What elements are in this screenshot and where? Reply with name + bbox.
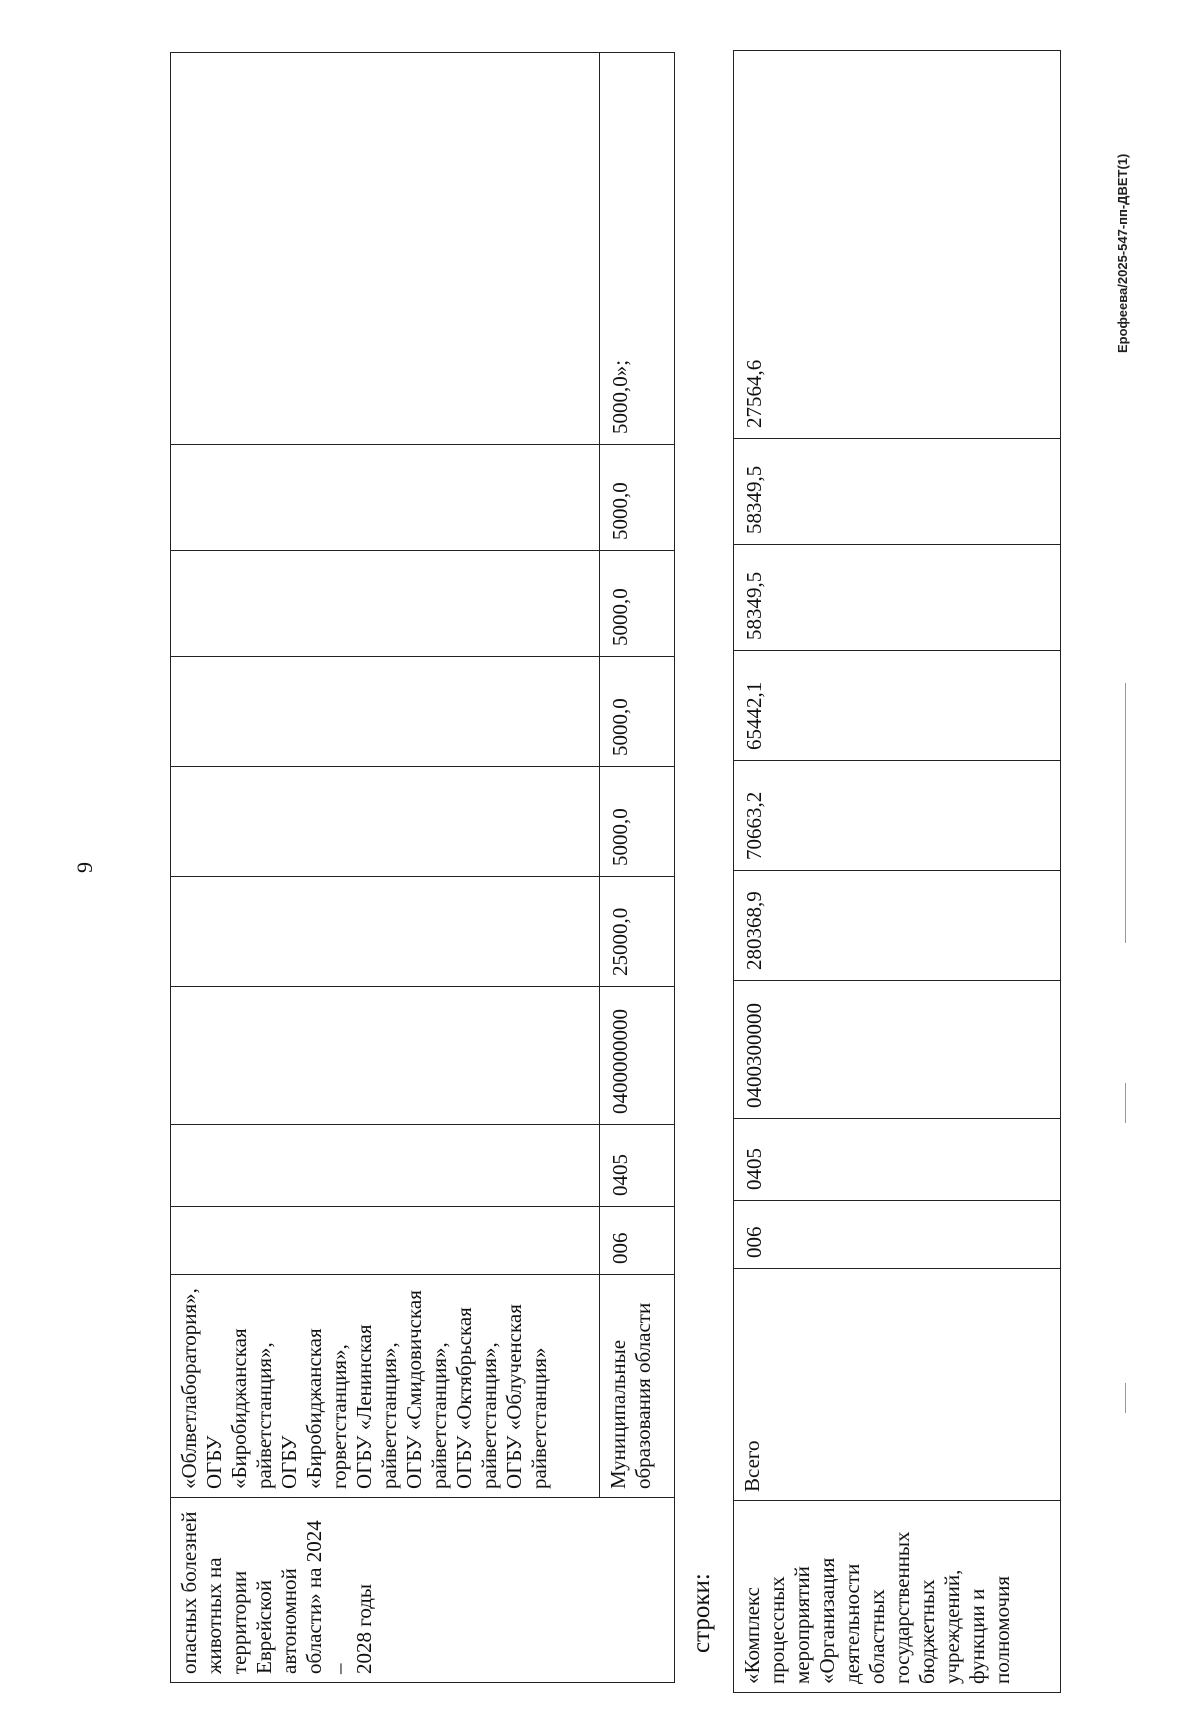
measure-name-cell: «Комплекс процессных мероприятий «Организация деятельности областных государственных бюджетных учреждений, функции и полномочия <box>734 1501 1061 1693</box>
scan-artifact <box>1125 1083 1126 1123</box>
target-code-cell: 0400300000 <box>734 981 1061 1119</box>
year-value-cell: 5000,0»; <box>600 53 675 445</box>
executor-cell: Муниципальные образования области <box>600 1275 675 1498</box>
table-top <box>170 52 675 1683</box>
table-row <box>171 53 600 1683</box>
year-value-cell: 5000,0 <box>600 767 675 877</box>
empty-cell <box>171 1207 600 1275</box>
section-code-cell: 0405 <box>600 1125 675 1207</box>
grbs-code-cell: 006 <box>600 1207 675 1275</box>
lead-word: строки: <box>688 1573 715 1653</box>
empty-cell <box>171 767 600 877</box>
table-row <box>600 53 675 1683</box>
empty-cell <box>171 445 600 551</box>
empty-cell <box>171 987 600 1125</box>
empty-cell <box>171 877 600 987</box>
executor-cell: Всего <box>734 1269 1061 1501</box>
table-row <box>734 51 1061 1693</box>
empty-cell <box>171 1125 600 1207</box>
empty-cell <box>171 657 600 767</box>
year-value-cell: 70663,2 <box>734 761 1061 871</box>
empty-cell <box>171 53 600 445</box>
year-value-cell: 5000,0 <box>600 445 675 551</box>
year-value-cell: 5000,0 <box>600 551 675 657</box>
year-value-cell: 58349,5 <box>734 439 1061 545</box>
target-code-cell: 0400000000 <box>600 987 675 1125</box>
scan-artifact <box>1125 683 1126 943</box>
year-value-cell: 27564,6 <box>734 51 1061 439</box>
total-value-cell: 280368,9 <box>734 871 1061 981</box>
year-value-cell: 5000,0 <box>600 657 675 767</box>
footer-note: Ерофеева/2025-547-пп-ДВЕТ(1) <box>1115 153 1130 353</box>
section-code-cell: 0405 <box>734 1119 1061 1201</box>
year-value-cell: 58349,5 <box>734 545 1061 651</box>
grbs-code-cell: 006 <box>734 1201 1061 1269</box>
year-value-cell: 65442,1 <box>734 651 1061 761</box>
empty-cell <box>171 551 600 657</box>
total-value-cell: 25000,0 <box>600 877 675 987</box>
page-number: 9 <box>72 862 97 873</box>
executor-cell: «Облветлаборатория», ОГБУ «Биробиджанская райветстанция», ОГБУ «Биробиджанская горветстанция», ОГБУ «Ленинская райветстанция», ОГБУ «Смидовичская райветстанция», ОГБУ «Октябрьская райветстанция», ОГБУ «Облученская райветстанция» <box>171 1275 600 1498</box>
measure-name-cell: опасных болезней животных на территории Еврейской автономной области» на 2024 – 2028 годы <box>171 1498 675 1683</box>
scan-artifact <box>1125 1383 1126 1413</box>
table-bottom <box>733 50 1061 1693</box>
